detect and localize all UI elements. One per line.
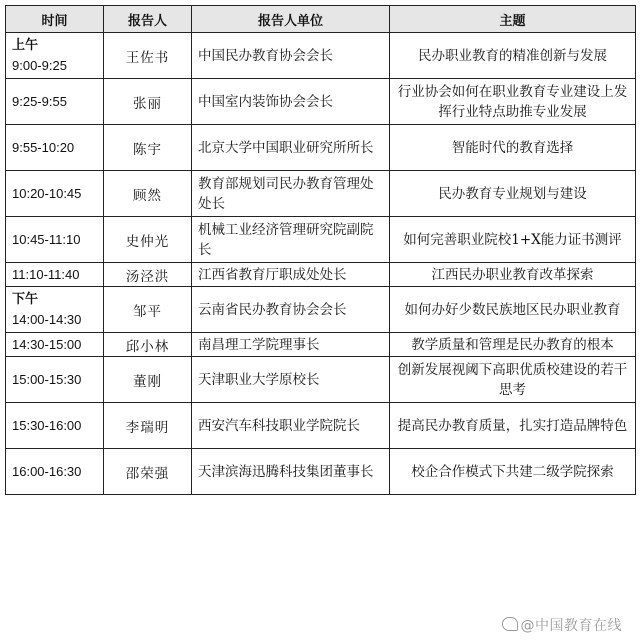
header-unit: 报告人单位: [192, 6, 390, 33]
time-range: 14:00-14:30: [12, 311, 82, 327]
time-range: 15:30-16:00: [12, 417, 82, 433]
period-label: 下午: [12, 291, 39, 307]
topic-cell: 校企合作模式下共建二级学院探索: [390, 449, 636, 495]
time-cell: [6, 403, 104, 449]
speaker-cell: 李瑞明: [104, 403, 192, 449]
unit-cell: 机械工业经济管理研究院副院长: [192, 217, 390, 263]
table-row: [6, 357, 636, 403]
table-row: [6, 449, 636, 495]
speaker-cell: 王佐书: [104, 33, 192, 79]
time-cell: [6, 33, 104, 79]
time-range: 15:00-15:30: [12, 371, 82, 387]
topic-cell: 教学质量和管理是民办教育的根本: [390, 333, 636, 357]
time-range: 10:20-10:45: [12, 185, 82, 201]
table-row: [6, 171, 636, 217]
table-row: [6, 403, 636, 449]
topic-cell: 民办职业教育的精准创新与发展: [390, 33, 636, 79]
speaker-cell: 张丽: [104, 79, 192, 125]
unit-cell: 西安汽车科技职业学院院长: [192, 403, 390, 449]
time-range: 11:10-11:40: [12, 266, 80, 282]
topic-cell: 智能时代的教育选择: [390, 125, 636, 171]
table-row: [6, 33, 636, 79]
header-time: 时间: [6, 6, 104, 33]
unit-cell: 北京大学中国职业研究所所长: [192, 125, 390, 171]
table-row: [6, 287, 636, 333]
topic-cell: 民办教育专业规划与建设: [390, 171, 636, 217]
speaker-cell: 邹平: [104, 287, 192, 333]
watermark: [502, 615, 623, 635]
speaker-cell: 陈宇: [104, 125, 192, 171]
header-topic: 主题: [390, 6, 636, 33]
time-cell: [6, 333, 104, 357]
topic-cell: 如何完善职业院校1+X能力证书测评: [390, 217, 636, 263]
speaker-cell: 史仲光: [104, 217, 192, 263]
time-cell: [6, 217, 104, 263]
topic-cell: 行业协会如何在职业教育专业建设上发挥行业特点助推专业发展: [390, 79, 636, 125]
time-range: 9:55-10:20: [12, 139, 75, 155]
speaker-cell: 汤泾洪: [104, 263, 192, 287]
table-row: [6, 333, 636, 357]
time-cell: [6, 357, 104, 403]
topic-cell: 如何办好少数民族地区民办职业教育: [390, 287, 636, 333]
topic-cell: 提高民办教育质量，扎实打造品牌特色: [390, 403, 636, 449]
header-row: [6, 6, 636, 33]
weibo-icon: [502, 617, 518, 631]
unit-cell: 天津职业大学原校长: [192, 357, 390, 403]
period-label: 上午: [12, 37, 39, 53]
table-row: [6, 263, 636, 287]
unit-cell: 中国民办教育协会会长: [192, 33, 390, 79]
unit-cell: 南昌理工学院理事长: [192, 333, 390, 357]
time-range: 14:30-15:00: [12, 336, 82, 352]
table-row: [6, 125, 636, 171]
time-cell: [6, 79, 104, 125]
time-range: 9:00-9:25: [12, 57, 67, 73]
time-range: 16:00-16:30: [12, 463, 82, 479]
table-row: [6, 217, 636, 263]
time-cell: [6, 125, 104, 171]
unit-cell: 江西省教育厅职成处处长: [192, 263, 390, 287]
topic-cell: 创新发展视阈下高职优质校建设的若干思考: [390, 357, 636, 403]
speaker-cell: 邵荣强: [104, 449, 192, 495]
time-cell: [6, 449, 104, 495]
time-cell: [6, 263, 104, 287]
time-cell: [6, 171, 104, 217]
unit-cell: 云南省民办教育协会会长: [192, 287, 390, 333]
schedule-table: [5, 5, 636, 495]
speaker-cell: 邱小林: [104, 333, 192, 357]
speaker-cell: 顾然: [104, 171, 192, 217]
watermark-text: @中国教育在线: [520, 618, 622, 634]
header-speaker: 报告人: [104, 6, 192, 33]
unit-cell: 天津滨海迅腾科技集团董事长: [192, 449, 390, 495]
table-row: [6, 79, 636, 125]
time-cell: [6, 287, 104, 333]
unit-cell: 中国室内装饰协会会长: [192, 79, 390, 125]
unit-cell: 教育部规划司民办教育管理处处长: [192, 171, 390, 217]
speaker-cell: 董刚: [104, 357, 192, 403]
time-range: 9:25-9:55: [12, 93, 67, 109]
time-range: 10:45-11:10: [12, 231, 81, 247]
topic-cell: 江西民办职业教育改革探索: [390, 263, 636, 287]
